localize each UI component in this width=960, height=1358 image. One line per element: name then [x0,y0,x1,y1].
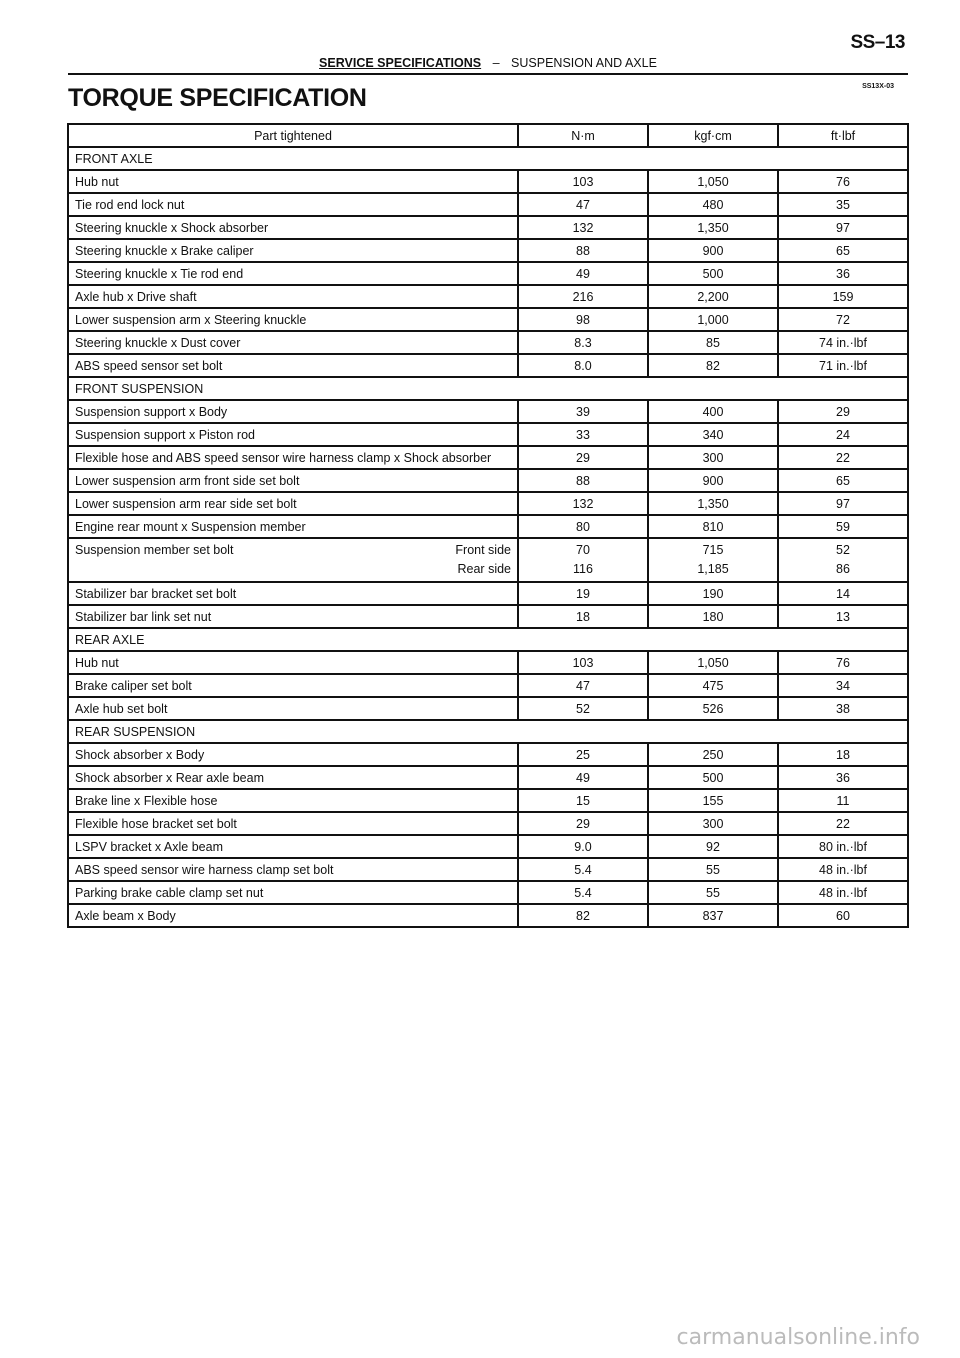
torque-table [67,123,909,928]
document-code: SS13X-03 [862,83,894,90]
nm-cell-front: 70 [576,543,590,557]
table-row [68,239,908,262]
header-rule [68,73,908,75]
nm-cell: 18 [518,605,648,628]
kgfcm-cell: 400 [648,400,778,423]
ftlbf-cell: 13 [778,605,908,628]
nm-cell: 47 [518,674,648,697]
kgfcm-cell: 92 [648,835,778,858]
part-cell: Steering knuckle x Shock absorber [68,216,518,239]
part-cell: Hub nut [68,651,518,674]
kgfcm-cell: 340 [648,423,778,446]
ftlbf-cell: 11 [778,789,908,812]
nm-cell: 9.0 [518,835,648,858]
column-header: N·m [518,124,648,147]
kgfcm-cell: 500 [648,766,778,789]
part-cell: Flexible hose and ABS speed sensor wire harness clamp x Shock absorber [68,446,518,469]
part-cell: LSPV bracket x Axle beam [68,835,518,858]
ftlbf-cell: 65 [778,239,908,262]
ftlbf-cell: 65 [778,469,908,492]
table-row [68,835,908,858]
ftlbf-cell: 97 [778,216,908,239]
table-row [68,170,908,193]
part-cell: Lower suspension arm front side set bolt [68,469,518,492]
ftlbf-cell: 36 [778,766,908,789]
rear-side-label: Rear side [457,562,511,576]
table-row [68,262,908,285]
table-row [68,469,908,492]
table-row [68,331,908,354]
table-row [68,812,908,835]
nm-cell: 47 [518,193,648,216]
table-row [68,285,908,308]
table-row [68,354,908,377]
section-title: SERVICE SPECIFICATIONS [319,56,482,70]
nm-cell: 25 [518,743,648,766]
nm-cell: 98 [518,308,648,331]
nm-cell: 29 [518,446,648,469]
ftlbf-cell: 72 [778,308,908,331]
table-row [68,697,908,720]
nm-cell: 15 [518,789,648,812]
kgfcm-cell-rear: 1,185 [697,562,729,576]
ftlbf-cell: 97 [778,492,908,515]
ftlbf-cell: 80 in.·lbf [778,835,908,858]
kgfcm-cell: 250 [648,743,778,766]
part-cell: Shock absorber x Body [68,743,518,766]
kgfcm-cell: 480 [648,193,778,216]
subsection-title: SUSPENSION AND AXLE [511,56,657,70]
kgfcm-cell: 155 [648,789,778,812]
nm-cell: 33 [518,423,648,446]
table-row [68,400,908,423]
ftlbf-cell: 22 [778,446,908,469]
kgfcm-cell: 1,000 [648,308,778,331]
part-cell: Axle beam x Body [68,904,518,927]
kgfcm-cell: 82 [648,354,778,377]
table-row [68,605,908,628]
part-cell: Lower suspension arm rear side set bolt [68,492,518,515]
kgfcm-cell: 900 [648,239,778,262]
part-cell: Axle hub x Drive shaft [68,285,518,308]
nm-cell: 88 [518,239,648,262]
nm-cell: 82 [518,904,648,927]
ftlbf-cell: 36 [778,262,908,285]
nm-cell: 39 [518,400,648,423]
ftlbf-cell: 60 [778,904,908,927]
part-cell: Tie rod end lock nut [68,193,518,216]
running-header [68,56,908,70]
ftlbf-cell-rear: 86 [836,562,850,576]
ftlbf-cell: 48 in.·lbf [778,858,908,881]
table-row [68,743,908,766]
part-cell: Lower suspension arm x Steering knuckle [68,308,518,331]
part-cell: Steering knuckle x Dust cover [68,331,518,354]
page-number: SS–13 [850,32,905,53]
kgfcm-cell: 900 [648,469,778,492]
part-cell: Brake caliper set bolt [68,674,518,697]
nm-cell: 52 [518,697,648,720]
section-heading: REAR SUSPENSION [68,720,908,743]
kgfcm-cell [648,538,778,582]
kgfcm-cell: 1,350 [648,216,778,239]
nm-cell: 132 [518,216,648,239]
nm-cell: 103 [518,651,648,674]
section-heading: FRONT AXLE [68,147,908,170]
page-title: TORQUE SPECIFICATION [68,84,367,112]
kgfcm-cell: 526 [648,697,778,720]
kgfcm-cell: 2,200 [648,285,778,308]
table-row [68,492,908,515]
ftlbf-cell: 74 in.·lbf [778,331,908,354]
nm-cell: 5.4 [518,881,648,904]
table-row [68,423,908,446]
part-cell: Shock absorber x Rear axle beam [68,766,518,789]
section-row [68,377,908,400]
part-cell: Suspension support x Piston rod [68,423,518,446]
section-row [68,628,908,651]
nm-cell-rear: 116 [573,562,593,576]
watermark: carmanualsonline.info [676,1325,920,1350]
kgfcm-cell: 475 [648,674,778,697]
ftlbf-cell [778,538,908,582]
nm-cell: 19 [518,582,648,605]
table-row [68,789,908,812]
table-row [68,446,908,469]
kgfcm-cell: 810 [648,515,778,538]
kgfcm-cell-front: 715 [702,543,724,557]
part-cell: Hub nut [68,170,518,193]
kgfcm-cell: 190 [648,582,778,605]
part-cell: Steering knuckle x Brake caliper [68,239,518,262]
ftlbf-cell: 24 [778,423,908,446]
ftlbf-cell: 22 [778,812,908,835]
ftlbf-cell: 35 [778,193,908,216]
kgfcm-cell: 500 [648,262,778,285]
front-side-label: Front side [455,543,511,557]
part-cell: ABS speed sensor wire harness clamp set bolt [68,858,518,881]
section-row [68,147,908,170]
part-cell: Axle hub set bolt [68,697,518,720]
ftlbf-cell: 159 [778,285,908,308]
part-cell: Stabilizer bar bracket set bolt [68,582,518,605]
part-cell: Steering knuckle x Tie rod end [68,262,518,285]
table-row [68,582,908,605]
nm-cell [518,538,648,582]
nm-cell: 80 [518,515,648,538]
section-heading: REAR AXLE [68,628,908,651]
ftlbf-cell-front: 52 [836,543,850,557]
part-cell: Brake line x Flexible hose [68,789,518,812]
part-cell: Flexible hose bracket set bolt [68,812,518,835]
kgfcm-cell: 300 [648,812,778,835]
nm-cell: 8.3 [518,331,648,354]
part-cell: Parking brake cable clamp set nut [68,881,518,904]
header-separator: – [492,56,500,70]
nm-cell: 88 [518,469,648,492]
ftlbf-cell: 76 [778,651,908,674]
kgfcm-cell: 1,050 [648,651,778,674]
table-row [68,766,908,789]
part-label: Suspension member set bolt [75,543,234,557]
table-row [68,904,908,927]
part-cell: Stabilizer bar link set nut [68,605,518,628]
part-cell: ABS speed sensor set bolt [68,354,518,377]
ftlbf-cell: 59 [778,515,908,538]
kgfcm-cell: 837 [648,904,778,927]
kgfcm-cell: 55 [648,881,778,904]
table-row [68,216,908,239]
table-row [68,651,908,674]
ftlbf-cell: 18 [778,743,908,766]
part-cell: Suspension support x Body [68,400,518,423]
kgfcm-cell: 85 [648,331,778,354]
table-header-row [68,124,908,147]
table-row [68,308,908,331]
ftlbf-cell: 71 in.·lbf [778,354,908,377]
table-row [68,881,908,904]
nm-cell: 132 [518,492,648,515]
part-cell: Engine rear mount x Suspension member [68,515,518,538]
ftlbf-cell: 48 in.·lbf [778,881,908,904]
kgfcm-cell: 1,050 [648,170,778,193]
kgfcm-cell: 1,350 [648,492,778,515]
ftlbf-cell: 14 [778,582,908,605]
table-body [68,147,908,927]
nm-cell: 49 [518,766,648,789]
nm-cell: 29 [518,812,648,835]
column-header: kgf·cm [648,124,778,147]
ftlbf-cell: 76 [778,170,908,193]
table-row [68,674,908,697]
nm-cell: 216 [518,285,648,308]
ftlbf-cell: 34 [778,674,908,697]
part-cell [68,538,518,582]
kgfcm-cell: 180 [648,605,778,628]
table-row [68,515,908,538]
column-header: ft·lbf [778,124,908,147]
ftlbf-cell: 29 [778,400,908,423]
nm-cell: 103 [518,170,648,193]
nm-cell: 49 [518,262,648,285]
column-header: Part tightened [68,124,518,147]
nm-cell: 8.0 [518,354,648,377]
kgfcm-cell: 300 [648,446,778,469]
kgfcm-cell: 55 [648,858,778,881]
table-row-split [68,538,908,582]
table-row [68,858,908,881]
table-row [68,193,908,216]
section-heading: FRONT SUSPENSION [68,377,908,400]
nm-cell: 5.4 [518,858,648,881]
ftlbf-cell: 38 [778,697,908,720]
section-row [68,720,908,743]
